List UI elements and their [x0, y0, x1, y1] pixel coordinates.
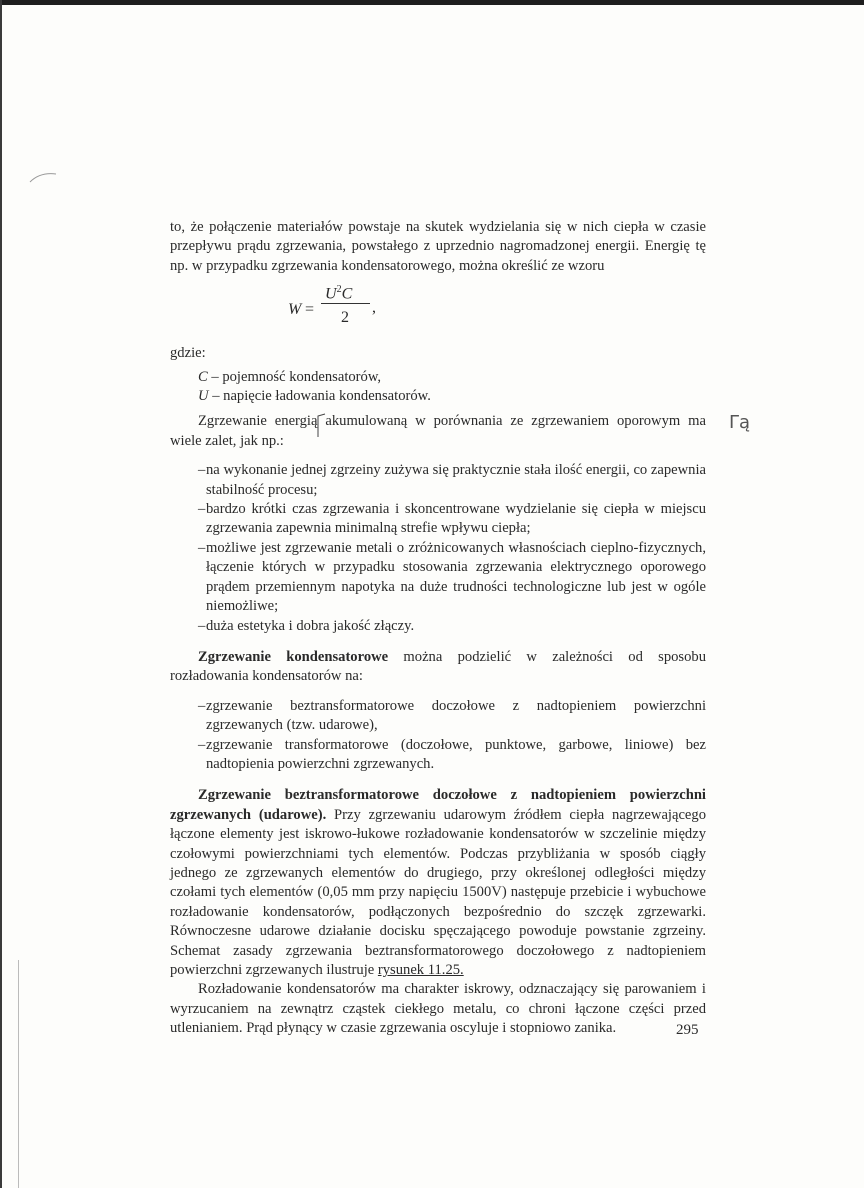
- advantages-list: [170, 461, 706, 636]
- document-page: [170, 218, 706, 1039]
- list-item: – duża estetyka i dobra jakość złączy.: [198, 617, 415, 634]
- page-number: 295: [676, 1022, 699, 1038]
- paragraph-advantages: Zgrzewanie energią akumulowaną w porównania ze zgrzewaniem oporowym ma wiele zalet, jak np.:: [170, 413, 706, 449]
- list-item: – zgrzewanie transformatorowe (doczołowe, punktowe, garbowe, liniowe) bez nadtopienia powierzchni zgrzewanych.: [198, 736, 706, 772]
- handwritten-insert-mark: [316, 413, 326, 439]
- list-item: – możliwe jest zgrzewanie metali o zróżnicowanych własnościach cieplno-fizycznych, łączenie których w przypadku stosowania zgrzewania elektrycznego oporowego prądem przemiennym napotyka na duże trudności technologiczne lub jest w ogóle niemożliwe;: [198, 539, 706, 615]
- welding-types-list: [170, 697, 706, 775]
- fraction-bar: [321, 303, 370, 304]
- paragraph-impact-welding: Zgrzewanie beztransformatorowe doczołowe z nadtopieniem powierzchni zgrzewanych (udarowe). Przy zgrzewaniu udarowym źródłem ciepła nagrzewającego łączone elementy jest iskrowo-łukowe rozładowanie kondensatorów w szczelinie między czołowymi powierzchniami tych elementów. Podczas przybliżania w sposób ciągły jednego ze zgrzewanych elementów do drugiego, przy określonej odległości między czołami tych elementów (0,05 mm przy napięciu 1500V) następuje przebicie i wybuchowe rozładowanie kondensatorów, podłączonych bezpośrednio do szczęk zgrzewarki. Równoczesne udarowe działanie docisku spęczającego powoduje powstanie zgrzeiny. Schemat zasady zgrzewania beztransformatorowego doczołowego z nadtopieniem powierzchni zgrzewanych ilustruje rysunek 11.25.: [170, 787, 707, 978]
- paragraph-capacitor-welding: Zgrzewanie kondensatorowe można podzielić w zależności od sposobu rozładowania kondensatorów na:: [170, 648, 706, 685]
- symbol-definitions: [170, 368, 706, 407]
- energy-formula: [170, 278, 706, 344]
- formula-lhs: W: [288, 301, 302, 319]
- scan-smudge: [28, 170, 58, 184]
- figure-reference: rysunek 11.25.: [377, 962, 464, 978]
- list-item: – zgrzewanie beztransformatorowe doczołowe z nadtopieniem powierzchni zgrzewanych (tzw. udarowe),: [198, 697, 706, 734]
- paragraph-intro: to, że połączenie materiałów powstaje na skutek wydzielania się w nich ciepła w czasie przepływu prądu zgrzewania, powstałego z uprzednio nagromadzonej energii. Energię tę np. w przypadku zgrzewania kondensatorowego, można określić ze wzoru: [170, 219, 706, 274]
- list-item: – bardzo krótki czas zgrzewania i skoncentrowane wydzielanie się ciepła w miejscu zgrzewania zapewnia minimalną strefie wpływu ciepła;: [198, 501, 706, 537]
- formula-equals: =: [305, 301, 315, 319]
- definition-u: U – napięcie ładowania kondensatorów.: [198, 388, 431, 405]
- where-label: gdzie:: [170, 345, 206, 362]
- scan-left-border: [0, 0, 2, 1188]
- formula-comma: ,: [372, 299, 376, 317]
- scan-edge-line: [18, 960, 19, 1188]
- definition-c: C – pojemność kondensatorów,: [198, 368, 382, 385]
- paragraph-discharge: Rozładowanie kondensatorów ma charakter iskrowy, odznaczający się parowaniem i wyrzucaniem na zewnątrz cząstek ciekłego metalu, co chroni łączone części przed utlenianiem. Prąd płynący w czasie zgrzewania oscyluje i stopniowo zanika.: [170, 981, 706, 1037]
- list-item: – na wykonanie jednej zgrzeiny zużywa się praktycznie stała ilość energii, co zapewnia stabilność procesu;: [198, 462, 706, 498]
- formula-denominator: 2: [341, 309, 349, 327]
- handwritten-margin-note: Γą: [729, 412, 751, 433]
- formula-numerator: $U^2C$: [325, 284, 353, 303]
- scan-top-border: [0, 0, 864, 5]
